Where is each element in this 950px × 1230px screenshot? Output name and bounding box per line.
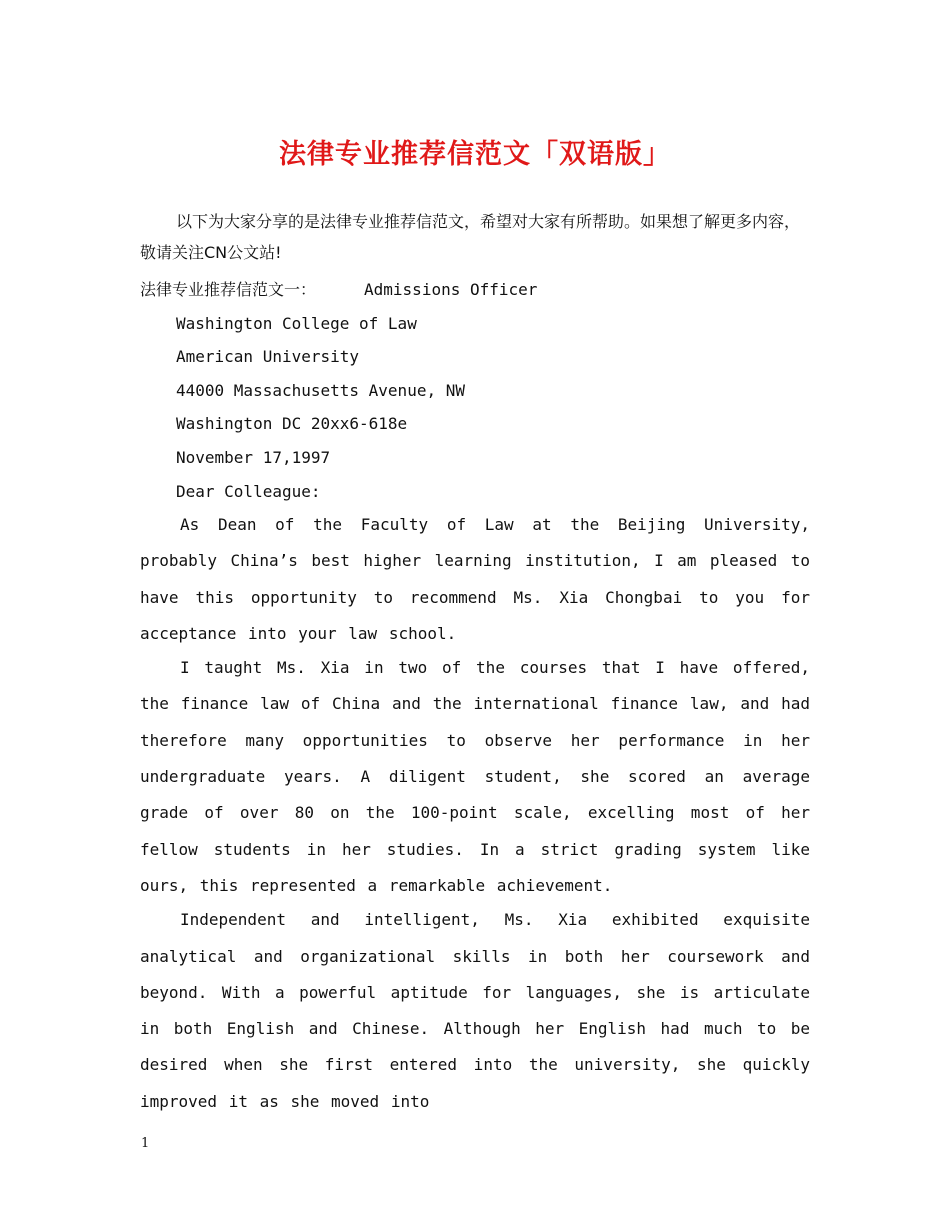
address-line-3: 44000 Massachusetts Avenue, NW — [176, 381, 465, 400]
letter-body — [140, 507, 810, 1120]
address-line-1: Washington College of Law — [176, 314, 417, 333]
salutation: Dear Colleague: — [176, 482, 321, 501]
document-title: 法律专业推荐信范文「双语版」 — [279, 139, 671, 170]
letter-label-line — [140, 278, 537, 302]
address-line-4: Washington DC 20xx6-618e — [176, 414, 408, 433]
address-line-2: American University — [176, 347, 360, 366]
body-paragraph-1: As Dean of the Faculty of Law at the Beijing University, probably China’s best higher learning institution, I am pleased to have this opportunity to recommend Ms. Xia Chongbai to you for acceptance into your law school. — [140, 515, 810, 643]
letter-date: November 17,1997 — [176, 448, 331, 467]
letter-label: 法律专业推荐信范文一： — [140, 280, 317, 299]
intro-paragraph: 以下为大家分享的是法律专业推荐信范文，希望对大家有所帮助。如果想了解更多内容，敬请关注CN公文站! — [140, 212, 801, 262]
body-paragraph-3: Independent and intelligent, Ms. Xia exhibited exquisite analytical and organizational skills in both her coursework and beyond. With a powerful aptitude for languages, she is articulate in both English and Chinese. Although her English had much to be desired when she first entered into the university, she quickly improved it as she moved into — [140, 910, 810, 1111]
address-recipient: Admissions Officer — [364, 280, 538, 299]
page-number: 1 — [141, 1136, 150, 1151]
body-paragraph-2: I taught Ms. Xia in two of the courses that I have offered, the finance law of China and the international finance law, and had therefore many opportunities to observe her performance in her undergraduate years. A diligent student, she scored an average grade of over 80 on the 100-point scale, excelling most of her fellow students in her studies. In a strict grading system like ours, this represented a remarkable achievement. — [140, 658, 810, 895]
